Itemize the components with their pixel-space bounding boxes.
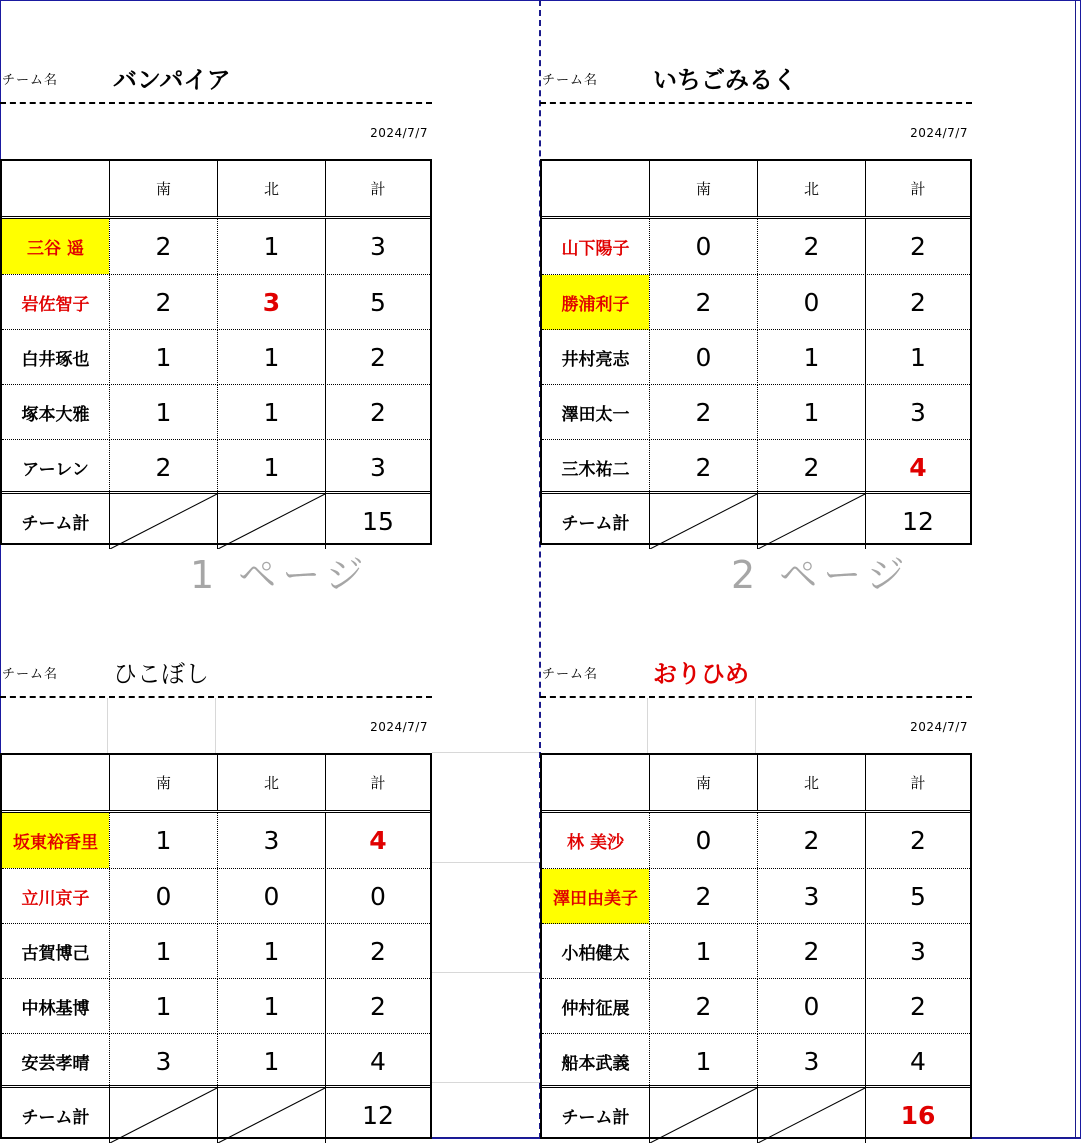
date-cell[interactable]: 2024/7/7	[910, 720, 968, 734]
team-label: チーム名	[542, 667, 599, 682]
sum-score[interactable]: 2	[325, 385, 430, 440]
player-row	[2, 978, 430, 1034]
sheet-gridline	[432, 752, 540, 753]
sheet-gridline	[432, 862, 540, 863]
sum-score[interactable]: 2	[325, 924, 430, 979]
player-name[interactable]: 澤田太一	[561, 405, 630, 425]
diagonal-slash-north[interactable]	[757, 494, 865, 549]
sum-score[interactable]: 2	[325, 979, 430, 1034]
player-row	[2, 216, 430, 274]
diagonal-slash-north[interactable]	[217, 1088, 325, 1143]
north-score[interactable]: 3	[757, 869, 865, 924]
south-score[interactable]: 1	[109, 979, 217, 1034]
sum-score[interactable]: 4	[865, 1034, 970, 1089]
player-row	[2, 384, 430, 440]
score-table	[540, 159, 972, 545]
sheet-gridline	[432, 972, 540, 973]
date-cell[interactable]: 2024/7/7	[370, 126, 428, 140]
header-sum[interactable]: 計	[325, 755, 430, 810]
sum-score[interactable]: 4	[325, 813, 430, 868]
diagonal-slash-south[interactable]	[649, 494, 757, 549]
team-total-value[interactable]: 12	[865, 494, 970, 549]
team-total-label[interactable]: チーム計	[561, 514, 630, 534]
player-name[interactable]: 坂東裕香里	[2, 813, 109, 868]
team-block	[540, 0, 972, 545]
south-score[interactable]: 0	[109, 869, 217, 924]
north-score[interactable]: 2	[757, 219, 865, 274]
player-row	[2, 810, 430, 868]
north-score[interactable]: 1	[217, 924, 325, 979]
team-block	[0, 594, 432, 1139]
player-name[interactable]: 三木祐二	[561, 460, 630, 480]
header-north[interactable]: 北	[217, 755, 325, 810]
south-score[interactable]: 1	[649, 924, 757, 979]
print-area-right-edge	[1075, 0, 1076, 1139]
player-name[interactable]: 三谷 遥	[2, 219, 109, 274]
player-name[interactable]: 林 美沙	[567, 833, 624, 853]
diagonal-slash-north[interactable]	[217, 494, 325, 549]
player-row	[542, 439, 970, 495]
sum-score[interactable]: 3	[325, 440, 430, 495]
player-name[interactable]: 山下陽子	[561, 239, 630, 259]
player-row	[542, 216, 970, 274]
team-total-label[interactable]: チーム計	[21, 514, 90, 534]
team-name[interactable]: バンパイア	[113, 66, 231, 94]
south-score[interactable]: 3	[109, 1034, 217, 1089]
header-sum[interactable]: 計	[865, 161, 970, 216]
north-score[interactable]: 0	[757, 275, 865, 330]
team-total-row	[542, 1085, 970, 1143]
date-cell[interactable]: 2024/7/7	[370, 720, 428, 734]
south-score[interactable]: 1	[109, 813, 217, 868]
score-table	[0, 753, 432, 1139]
north-score[interactable]: 1	[217, 219, 325, 274]
player-row	[542, 923, 970, 979]
player-row	[542, 384, 970, 440]
header-empty-cell[interactable]	[2, 755, 109, 810]
player-name[interactable]: 小柏健太	[561, 944, 630, 964]
header-north[interactable]: 北	[757, 755, 865, 810]
sum-score[interactable]: 3	[325, 219, 430, 274]
south-score[interactable]: 1	[109, 385, 217, 440]
north-score[interactable]: 1	[757, 330, 865, 385]
south-score[interactable]: 2	[109, 275, 217, 330]
dashed-separator	[540, 696, 972, 698]
header-south[interactable]: 南	[109, 755, 217, 810]
south-score[interactable]: 1	[649, 1034, 757, 1089]
sum-score[interactable]: 2	[865, 979, 970, 1034]
player-name[interactable]: アーレン	[22, 460, 89, 480]
sum-score[interactable]: 2	[325, 330, 430, 385]
header-south[interactable]: 南	[109, 161, 217, 216]
team-block	[0, 0, 432, 545]
player-name[interactable]: 古賀博己	[21, 944, 90, 964]
team-total-value[interactable]: 12	[325, 1088, 430, 1143]
sum-score[interactable]: 3	[865, 924, 970, 979]
header-empty-cell[interactable]	[2, 161, 109, 216]
sum-score[interactable]: 3	[865, 385, 970, 440]
south-score[interactable]: 0	[649, 219, 757, 274]
header-sum[interactable]: 計	[865, 755, 970, 810]
player-name[interactable]: 澤田由美子	[542, 869, 649, 924]
player-row	[542, 810, 970, 868]
header-empty-cell[interactable]	[542, 161, 649, 216]
south-score[interactable]: 2	[109, 219, 217, 274]
diagonal-slash-south[interactable]	[649, 1088, 757, 1143]
player-row	[542, 329, 970, 385]
north-score[interactable]: 1	[217, 330, 325, 385]
team-name[interactable]: おりひめ	[653, 660, 749, 688]
date-cell[interactable]: 2024/7/7	[910, 126, 968, 140]
south-score[interactable]: 1	[109, 924, 217, 979]
player-name[interactable]: 安芸孝晴	[21, 1054, 90, 1074]
player-name[interactable]: 白井琢也	[21, 350, 90, 370]
sum-score[interactable]: 1	[865, 330, 970, 385]
dashed-separator	[540, 102, 972, 104]
header-south[interactable]: 南	[649, 161, 757, 216]
south-score[interactable]: 2	[649, 440, 757, 495]
score-table	[0, 159, 432, 545]
north-score[interactable]: 1	[217, 385, 325, 440]
player-name[interactable]: 岩佐智子	[21, 295, 90, 315]
sum-score[interactable]: 2	[865, 813, 970, 868]
team-name[interactable]: いちごみるく	[653, 66, 797, 94]
player-name[interactable]: 立川京子	[21, 889, 90, 909]
header-empty-cell[interactable]	[542, 755, 649, 810]
north-score[interactable]: 1	[217, 979, 325, 1034]
sum-score[interactable]: 2	[865, 219, 970, 274]
sum-score[interactable]: 5	[865, 869, 970, 924]
player-row	[2, 923, 430, 979]
south-score[interactable]: 2	[649, 275, 757, 330]
south-score[interactable]: 2	[109, 440, 217, 495]
south-score[interactable]: 0	[649, 330, 757, 385]
player-row	[542, 274, 970, 330]
north-score[interactable]: 2	[757, 924, 865, 979]
north-score[interactable]: 1	[217, 1034, 325, 1089]
header-sum[interactable]: 計	[325, 161, 430, 216]
south-score[interactable]: 2	[649, 979, 757, 1034]
north-score[interactable]: 0	[217, 869, 325, 924]
diagonal-slash-north[interactable]	[757, 1088, 865, 1143]
player-row	[2, 329, 430, 385]
player-row	[2, 1033, 430, 1089]
south-score[interactable]: 2	[649, 869, 757, 924]
diagonal-slash-south[interactable]	[109, 494, 217, 549]
south-score[interactable]: 2	[649, 385, 757, 440]
header-north[interactable]: 北	[757, 161, 865, 216]
south-score[interactable]: 1	[109, 330, 217, 385]
team-total-value[interactable]: 15	[325, 494, 430, 549]
team-total-label[interactable]: チーム計	[21, 1108, 90, 1128]
player-row	[2, 439, 430, 495]
team-total-row	[2, 491, 430, 549]
south-score[interactable]: 0	[649, 813, 757, 868]
player-name[interactable]: 中林基博	[21, 999, 90, 1019]
team-label: チーム名	[2, 667, 59, 682]
dashed-separator	[0, 696, 432, 698]
score-table	[540, 753, 972, 1139]
team-total-row	[542, 491, 970, 549]
north-score[interactable]: 2	[757, 440, 865, 495]
north-score[interactable]: 3	[217, 275, 325, 330]
page-label-1: 1 ページ	[190, 553, 370, 597]
north-score[interactable]: 3	[757, 1034, 865, 1089]
north-score[interactable]: 1	[757, 385, 865, 440]
player-row	[2, 868, 430, 924]
player-row	[542, 978, 970, 1034]
player-row	[542, 868, 970, 924]
sum-score[interactable]: 4	[325, 1034, 430, 1089]
team-name[interactable]: ひこぼし	[113, 660, 209, 688]
team-label: チーム名	[542, 73, 599, 88]
team-total-row	[2, 1085, 430, 1143]
diagonal-slash-south[interactable]	[109, 1088, 217, 1143]
sheet-gridline	[432, 1082, 540, 1083]
north-score[interactable]: 1	[217, 440, 325, 495]
dashed-separator	[0, 102, 432, 104]
north-score[interactable]: 0	[757, 979, 865, 1034]
player-name[interactable]: 勝浦利子	[542, 275, 649, 330]
player-name[interactable]: 井村亮志	[561, 350, 630, 370]
header-north[interactable]: 北	[217, 161, 325, 216]
sum-score[interactable]: 0	[325, 869, 430, 924]
page-label-2: 2 ページ	[731, 553, 911, 597]
team-block	[540, 594, 972, 1139]
team-total-label[interactable]: チーム計	[561, 1108, 630, 1128]
sum-score[interactable]: 4	[865, 440, 970, 495]
team-label: チーム名	[2, 73, 59, 88]
player-name[interactable]: 塚本大雅	[21, 405, 90, 425]
sum-score[interactable]: 2	[865, 275, 970, 330]
header-south[interactable]: 南	[649, 755, 757, 810]
sum-score[interactable]: 5	[325, 275, 430, 330]
north-score[interactable]: 2	[757, 813, 865, 868]
player-name[interactable]: 船本武義	[561, 1054, 630, 1074]
team-total-value[interactable]: 16	[865, 1088, 970, 1143]
north-score[interactable]: 3	[217, 813, 325, 868]
player-row	[2, 274, 430, 330]
player-name[interactable]: 仲村征展	[561, 999, 630, 1019]
player-row	[542, 1033, 970, 1089]
